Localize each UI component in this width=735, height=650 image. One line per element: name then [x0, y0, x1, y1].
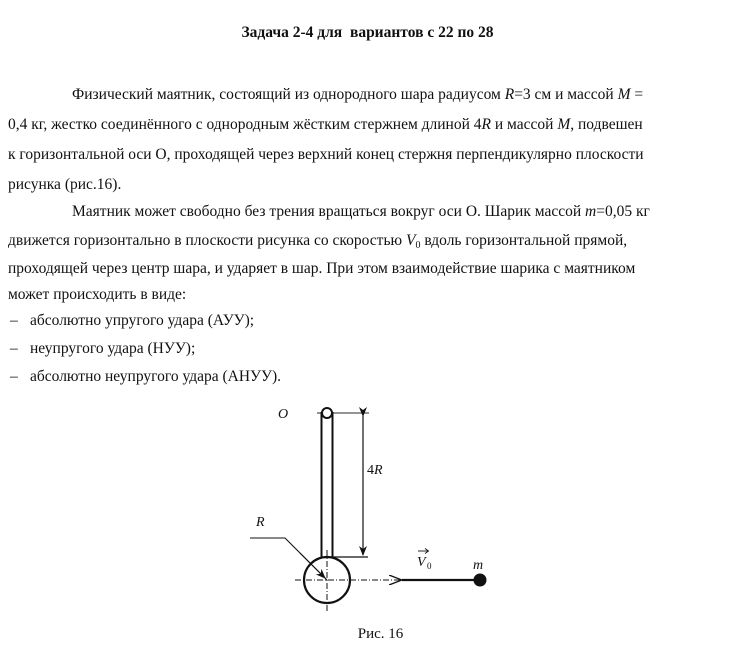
- label-R: R: [256, 515, 265, 530]
- var-M: M: [557, 116, 571, 133]
- label-4R-italic: R: [374, 463, 383, 478]
- problem-title: Задача 2-4 для вариантов с 22 по 28: [241, 24, 494, 41]
- paragraph1-line4: рисунка (рис.16).: [8, 176, 122, 193]
- small-ball: [474, 574, 487, 587]
- figure-caption: Рис. 16: [357, 626, 404, 642]
- dash-bullet: –: [10, 368, 18, 385]
- var-R: R: [481, 116, 491, 133]
- list-item-text: неупругого удара (НУУ);: [30, 340, 196, 357]
- text: и массой: [491, 116, 558, 133]
- paragraph2-line3: проходящей через центр шара, и ударяет в шар. При этом взаимодействие шарика с маятником: [8, 260, 636, 277]
- pivot-circle: [322, 408, 332, 418]
- list-item-text: абсолютно упругого удара (АУУ);: [30, 312, 255, 329]
- text: вдоль горизонтальной прямой,: [420, 232, 628, 249]
- label-4R: [367, 463, 383, 478]
- text: 0,4 кг, жестко соединённого с однородным жёстким стержнем длиной 4: [8, 116, 482, 133]
- dash-bullet: –: [10, 312, 18, 329]
- label-m: m: [473, 558, 484, 573]
- dash-bullet: –: [10, 340, 18, 357]
- paragraph1-line3: к горизонтальной оси О, проходящей через верхний конец стержня перпендикулярно плоскости: [8, 146, 644, 163]
- label-4R-text: 4: [367, 463, 374, 478]
- text: Маятник может свободно без трения вращаться вокруг оси О. Шарик массой: [72, 203, 586, 220]
- text: Физический маятник, состоящий из однородного шара радиусом: [72, 86, 505, 103]
- var-m: m: [585, 203, 597, 220]
- text: =0,05 кг: [596, 203, 650, 220]
- subscript: 0: [415, 240, 421, 251]
- paragraph2-line4: может происходить в виде:: [8, 286, 187, 303]
- label-V: V: [417, 555, 426, 570]
- text: движется горизонтально в плоскости рисунка со скоростью: [8, 232, 406, 249]
- text: , подвешен: [570, 116, 643, 133]
- var-R: R: [504, 86, 515, 103]
- label-V0: [417, 549, 432, 572]
- list-item-text: абсолютно неупругого удара (АНУУ).: [30, 368, 282, 385]
- label-O: O: [278, 407, 289, 422]
- text: =: [630, 86, 644, 103]
- text: =3 см и массой: [514, 86, 618, 103]
- rod: [322, 413, 333, 558]
- var-V: V: [405, 232, 416, 249]
- var-M: M: [617, 86, 631, 103]
- label-V-sub: 0: [427, 561, 432, 571]
